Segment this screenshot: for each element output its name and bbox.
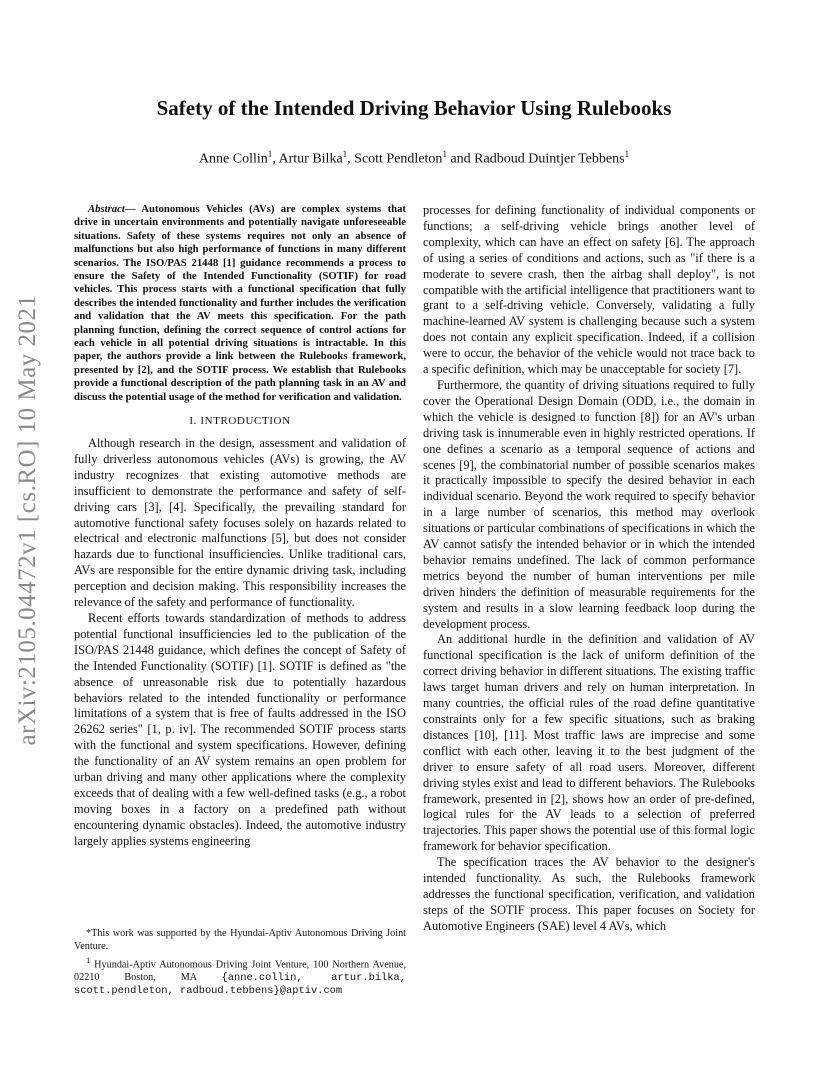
affiliation-mark: 1: [86, 954, 91, 965]
author-affiliation-mark: 1: [267, 149, 273, 159]
author-separator: ,: [347, 151, 355, 167]
author-separator: and: [446, 151, 475, 167]
section-heading-introduction: I. INTRODUCTION: [189, 415, 291, 428]
funding-footnote: *This work was supported by the Hyundai-Aptiv Autonomous Driving Joint Venture.: [74, 928, 406, 952]
affiliation-footnote: [74, 954, 406, 998]
author-affiliation-mark: 1: [442, 149, 447, 159]
author-separator: ,: [272, 151, 279, 167]
author-name: Radboud Duintjer Tebbens: [474, 151, 625, 167]
author-emails: {anne.collin, artur.bilka, scott.pendleton, radboud.tebbens}@aptiv.com: [74, 971, 406, 997]
affiliation-text: Hyundai-Aptiv Autonomous Driving Joint Venture, 100 Northern Avenue, 02210 Boston, MA: [74, 958, 406, 983]
footnotes: [74, 928, 406, 997]
author-name: Artur Bilka: [278, 151, 343, 167]
author-affiliation-mark: 1: [624, 149, 630, 159]
right-column: [423, 203, 755, 935]
author-list: [74, 145, 754, 169]
paragraph: Recent efforts towards standardization of methods to address potential functional insufficiencies led to the publication of the ISO/PAS 21448 guidance, which defines the concept of Safety of the Intended Functionality (SOTIF) [1]. SOTIF is defined as "the absence of unreasonable risk due to potentially hazardous behaviors related to the intended functionality or performance limitations of a system that is free of faults addressed in the ISO 26262 series" [1, p. iv]. The recommended SOTIF process starts with the functional and system specifications. However, defining the functionality of an AV system remains an open problem for urban driving and many other applications where the complexity exceeds that of dealing with a few well-defined tasks (e.g., a robot moving boxes in a factory on a predefined path without encountering dynamic obstacles). Indeed, the automotive industry largely applies systems engineering: [74, 610, 406, 848]
paragraph: Furthermore, the quantity of driving situations required to fully cover the Operational Design Domain (ODD, i.e., the domain in which the vehicle is designed to function [8]) for an AV's urban driving task is innumerable even in highly restricted operations. If one defines a scenario as a temporal sequence of actions and scenes [9], the combinatorial number of possible scenarios makes it practically impossible to specify the desired behavior in each individual scenario. Beyond the work required to specify behavior in a large number of scenarios, this method may overlook situations or particular combinations of specifications in which the AV cannot satisfy the intended behavior or in which the intended behavior remains undefined. The lack of common performance metrics beyond the number of human interventions per mile driven hinders the definition of measurable requirements for the system and results in a slow learning feedback loop during the development process.: [423, 377, 755, 631]
abstract-label: Abstract: [88, 203, 125, 215]
paragraph: processes for defining functionality of individual components or functions; a self-driving vehicle brings another level of complexity, which can have an effect on safety [6]. The approach of using a series of conditions and actions, such as "if there is a moderate to severe crash, then the airbag shall deploy", is not compatible with the artificial intelligence that practitioners want to grant to a self-driving vehicle. Conversely, validating a fully machine-learned AV system is challenging because such a system does not contain any explicit specification. Indeed, if a collision were to occur, the behavior of the vehicle would not trace back to a specific definition, which may be unacceptable for society [7].: [423, 203, 755, 377]
paragraph: Although research in the design, assessment and validation of fully driverless autonomous vehicles (AVs) is growing, the AV industry recognizes that existing automotive methods are insufficient to demonstrate the performance and safety of self-driving cars [3], [4]. Specifically, the prevailing standard for automotive functional safety focuses solely on hazards related to electrical and electronic malfunctions [5], but does not consider hazards due to functional insufficiencies. Unlike traditional cars, AVs are responsible for the entire dynamic driving task, including perception and decision making. This responsibility increases the relevance of the safety and performance of functionality.: [74, 436, 406, 610]
author-name: Scott Pendleton: [354, 151, 443, 167]
abstract-text: — Autonomous Vehicles (AVs) are complex systems that drive in uncertain environments and potentially navigate unforeseeable situations. Safety of these systems requires not only an absence of malfunctions but also high performance of functions in many different scenarios. The ISO/PAS 21448 [1] guidance recommends a process to ensure the Safety of the Intended Functionality (SOTIF) for road vehicles. This process starts with a functional specification that fully describes the intended functionality and further includes the verification and validation that the AV meets this specification. For the path planning function, defining the correct sequence of control actions for each vehicle in all potential driving situations is intractable. In this paper, the authors provide a link between the Rulebooks framework, presented by [2], and the SOTIF process. We establish that Rulebooks provide a functional description of the path planning task in an AV and discuss the potential usage of the method for verification and validation.: [74, 203, 406, 403]
author-name: Anne Collin: [198, 151, 268, 167]
paragraph: An additional hurdle in the definition and validation of AV functional specification is the lack of uniform definition of the correct driving behavior in different situations. The existing traffic laws target human drivers and rely on human interpretation. In many countries, the official rules of the road define quantitative constraints only for a few specific situations, such as braking distances [10], [11]. Most traffic laws are imprecise and some conflict with each other, leaving it to the best judgment of the driver to ensure safety of all road users. Moreover, different driving styles exist and lead to different behaviors. The Rulebooks framework, presented in [2], shows how an order of pre-defined, logical rules for the AV leads to a selection of preferred trajectories. This paper shows the potential use of this formal logic framework for behavior specification.: [423, 632, 755, 854]
author-affiliation-mark: 1: [342, 149, 348, 159]
abstract: [74, 203, 406, 404]
paper-title: Safety of the Intended Driving Behavior Using Rulebooks: [156, 96, 672, 120]
paragraph: The specification traces the AV behavior to the designer's intended functionality. As such, the Rulebooks framework addresses the functional specification, verification, and validation steps of the SOTIF process. This paper focuses on Society for Automotive Engineers (SAE) level 4 AVs, which: [423, 855, 755, 933]
arxiv-side-identifier: [8, 280, 48, 760]
arxiv-identifier-text: arXiv:2105.04472v1 [cs.RO] 10 May 2021: [14, 294, 41, 746]
left-column: [74, 203, 406, 850]
